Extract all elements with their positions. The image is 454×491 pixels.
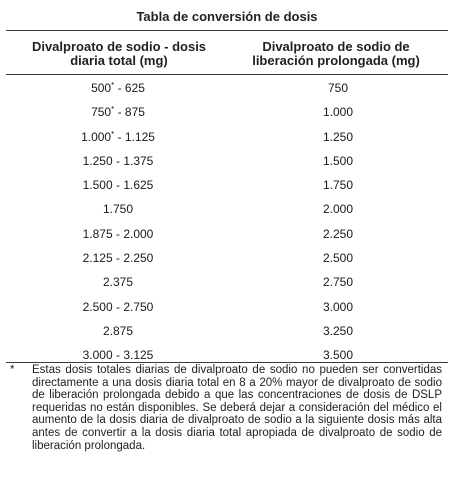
top-rule — [6, 30, 448, 31]
footnote — [10, 364, 442, 452]
column-header-liberacion-prolongada: Divalproato de sodio de liberación prolongada (mg) — [252, 39, 420, 68]
cell-extended-release-dose: 1.750 — [322, 178, 354, 193]
cell-extended-release-dose: 3.250 — [322, 323, 354, 338]
cell-extended-release-dose: 1.250 — [322, 129, 354, 144]
cell-daily-dose: 1.500 - 1.625 — [82, 178, 154, 193]
footnote-asterisk: * — [10, 364, 15, 376]
cell-daily-dose: 1.000* - 1.125 — [81, 129, 155, 144]
cell-daily-dose: 1.875 - 2.000 — [82, 226, 154, 241]
table-title: Tabla de conversión de dosis — [136, 9, 318, 24]
cell-daily-dose: 2.500 - 2.750 — [82, 299, 154, 314]
cell-extended-release-dose: 1.000 — [322, 105, 354, 120]
footnote-mark: * — [111, 129, 115, 139]
cell-extended-release-dose: 2.500 — [322, 251, 354, 266]
table-row — [0, 123, 454, 147]
cell-extended-release-dose: 3.500 — [322, 348, 354, 363]
cell-daily-dose: 1.250 - 1.375 — [82, 153, 154, 168]
table-row — [0, 317, 454, 341]
table-row — [0, 293, 454, 317]
table-row — [0, 268, 454, 292]
bottom-rule — [6, 362, 448, 363]
footnote-text: Estas dosis totales diarias de divalproato de sodio no pueden ser convertidas directamente a una dosis diaria total en 8 a 20% mayor de divalproato de sodio de liberación prolongada debido a que las concentraciones de dosis de DSLP requeridas no están disponibles. Se deberá dejar a consideración del médico el aumento de la dosis diaria de divalproato de sodio a la siguiente dosis más alta antes de convertir a la dosis diaria total apropiada de divalproato de sodio de liberación prolongada. — [32, 364, 442, 452]
cell-extended-release-dose: 750 — [327, 81, 349, 95]
table-row — [0, 171, 454, 195]
cell-extended-release-dose: 2.250 — [322, 226, 354, 241]
cell-extended-release-dose: 3.000 — [322, 299, 354, 314]
cell-extended-release-dose: 2.000 — [322, 202, 354, 217]
table-row — [0, 98, 454, 122]
table-row — [0, 220, 454, 244]
table-row — [0, 147, 454, 171]
footnote-mark: * — [111, 105, 115, 115]
cell-daily-dose: 750* - 875 — [91, 105, 145, 120]
cell-daily-dose: 1.750 — [102, 202, 134, 217]
column-header-divalproato-diaria: Divalproato de sodio - dosis diaria total (mg) — [31, 39, 207, 68]
table-row — [0, 244, 454, 268]
cell-daily-dose: 2.375 — [102, 275, 134, 290]
cell-daily-dose: 2.875 — [102, 323, 134, 338]
footnote-mark: * — [111, 81, 115, 90]
cell-daily-dose: 3.000 - 3.125 — [82, 348, 154, 363]
cell-extended-release-dose: 2.750 — [322, 275, 354, 290]
cell-extended-release-dose: 1.500 — [322, 153, 354, 168]
cell-daily-dose: 2.125 - 2.250 — [82, 251, 154, 266]
table-body — [0, 74, 454, 366]
cell-daily-dose: 500* - 625 — [91, 81, 145, 95]
table-row — [0, 74, 454, 98]
table-row — [0, 195, 454, 219]
